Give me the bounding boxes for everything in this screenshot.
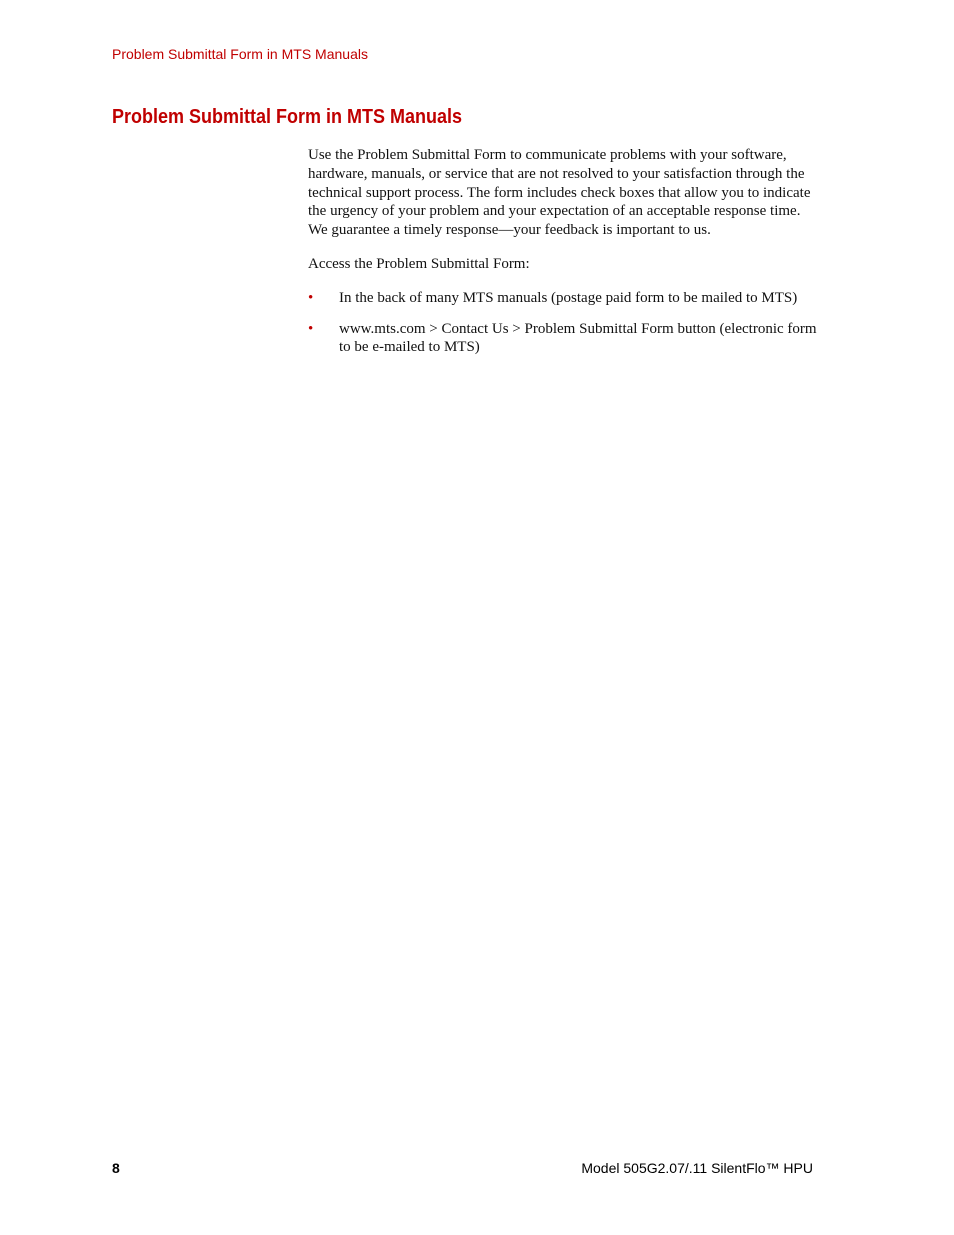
section-title: Problem Submittal Form in MTS Manuals bbox=[112, 106, 463, 128]
access-list bbox=[308, 289, 818, 357]
bullet-icon: • bbox=[308, 320, 314, 337]
list-item-text: www.mts.com > Contact Us > Problem Submittal Form button (electronic form to be e-mailed to MTS) bbox=[339, 320, 817, 356]
page-number: 8 bbox=[112, 1160, 120, 1176]
intro-paragraph: Use the Problem Submittal Form to communicate problems with your software, hardware, manuals, or service that are not resolved to your satisfaction through the technical support process. The form includes check boxes that allow you to indicate the urgency of your problem and your expectation of an acceptable response time. We guarantee a timely response—your feedback is important to us. bbox=[308, 147, 811, 239]
list-item bbox=[308, 320, 818, 358]
running-header: Problem Submittal Form in MTS Manuals bbox=[112, 46, 368, 62]
list-item-text: In the back of many MTS manuals (postage paid form to be mailed to MTS) bbox=[339, 289, 798, 306]
footer-model-name: Model 505G2.07/.11 SilentFlo™ HPU bbox=[581, 1160, 813, 1176]
section-body bbox=[308, 146, 818, 369]
access-label: Access the Problem Submittal Form: bbox=[308, 255, 530, 272]
list-item bbox=[308, 289, 818, 308]
bullet-icon: • bbox=[308, 289, 314, 306]
